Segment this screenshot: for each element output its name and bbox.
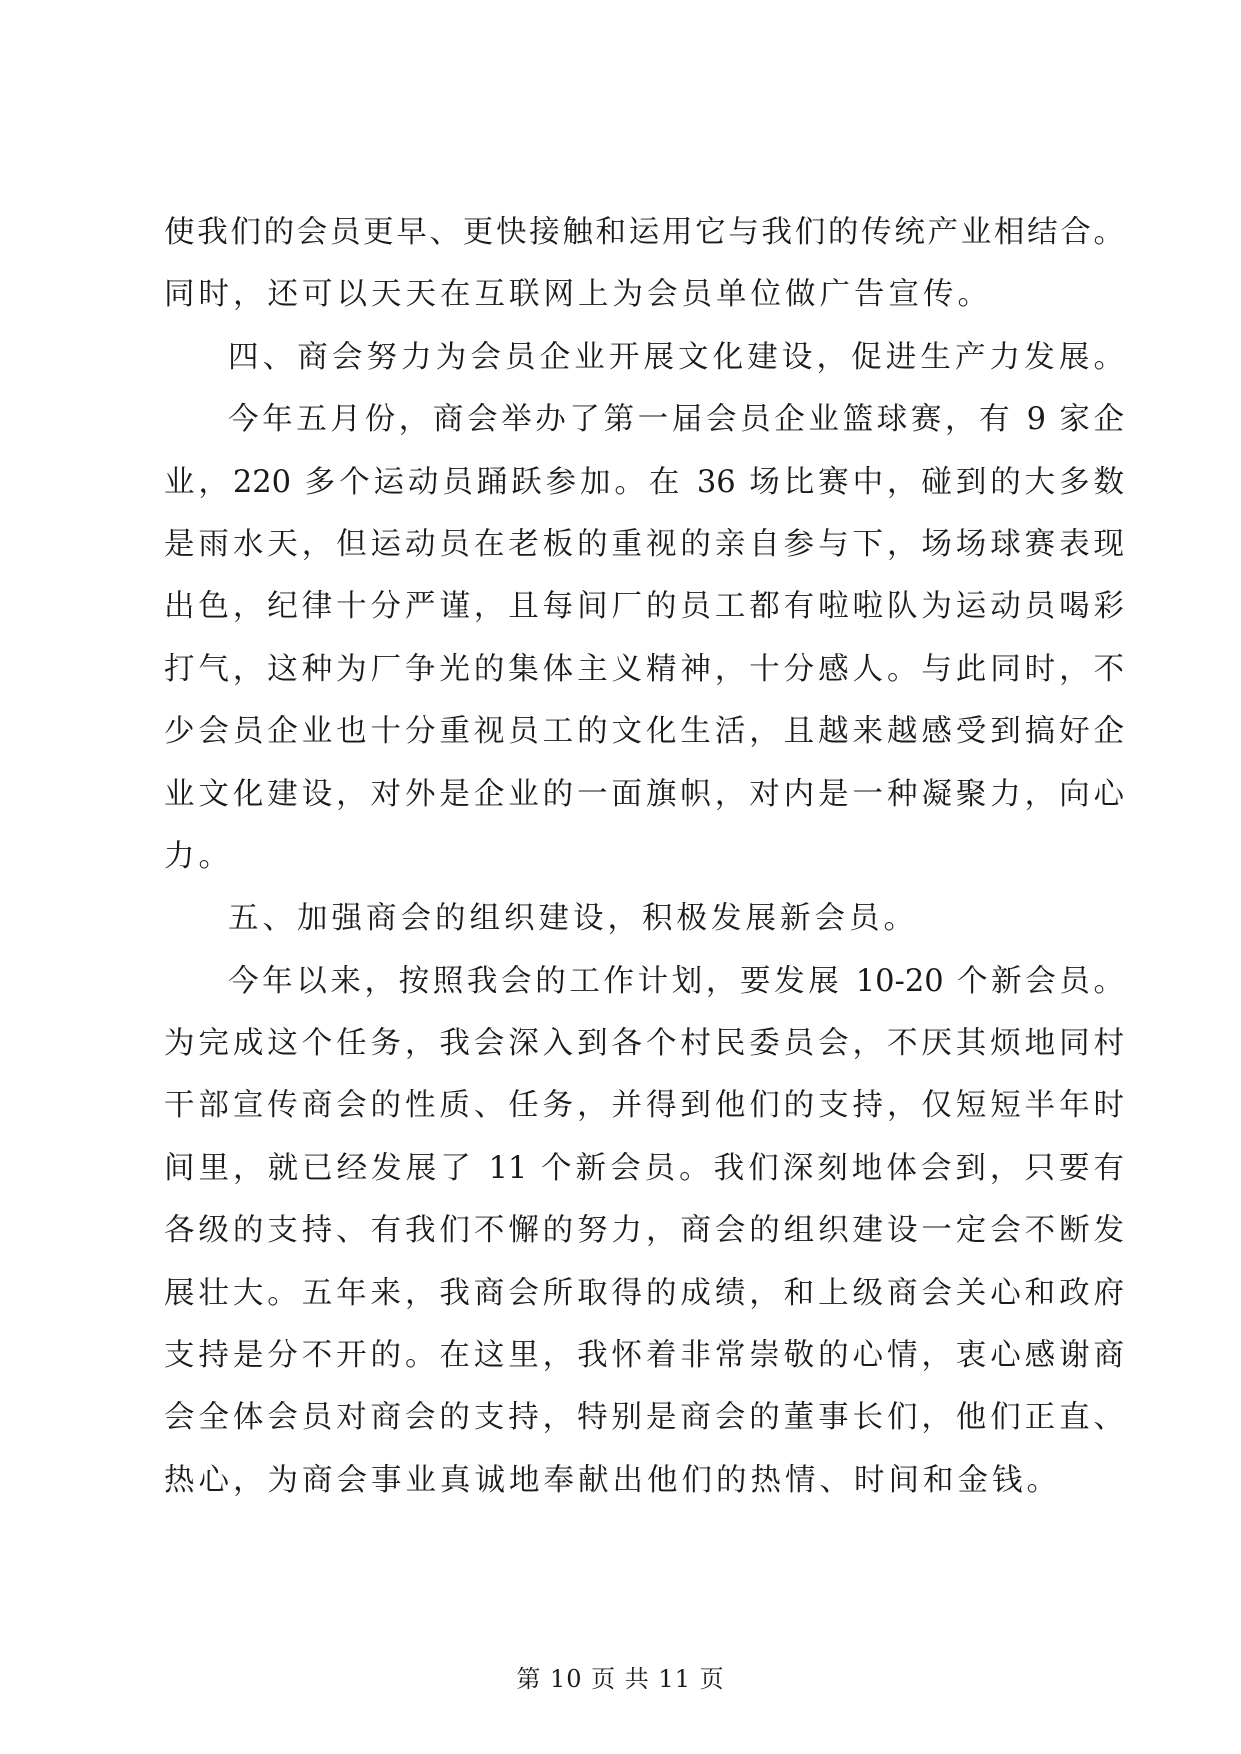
text-line: 出色，纪律十分严谨，且每间厂的员工都有啦啦队为运动员喝彩	[164, 589, 1124, 625]
document-body	[164, 202, 1124, 1512]
text-line: 支持是分不开的。在这里，我怀着非常崇敬的心情，衷心感谢商	[164, 1338, 1124, 1374]
text-line: 是雨水天，但运动员在老板的重视的亲自参与下，场场球赛表现	[164, 526, 1124, 562]
page-footer: 第 10 页 共 11 页	[516, 1665, 725, 1693]
text-line: 为完成这个任务，我会深入到各个村民委员会，不厌其烦地同村	[164, 1026, 1124, 1062]
text-line: 干部宣传商会的性质、任务，并得到他们的支持，仅短短半年时	[164, 1088, 1124, 1124]
text-line: 间里，就已经发展了 11 个新会员。我们深刻地体会到，只要有	[164, 1150, 1124, 1186]
text-line: 使我们的会员更早、更快接触和运用它与我们的传统产业相结合。	[164, 215, 1124, 250]
text-line: 业，220 多个运动员踊跃参加。在 36 场比赛中，碰到的大多数	[164, 464, 1124, 500]
text-line: 热心，为商会事业真诚地奉献出他们的热情、时间和金钱。	[164, 1462, 1061, 1498]
text-line: 业文化建设，对外是企业的一面旗帜，对内是一种凝聚力，向心	[164, 776, 1124, 812]
text-line: 今年五月份，商会举办了第一届会员企业篮球赛，有 9 家企	[228, 402, 1124, 438]
text-line: 各级的支持、有我们不懈的努力，商会的组织建设一定会不断发	[164, 1213, 1124, 1249]
text-line: 力。	[164, 838, 233, 874]
text-line: 打气，这种为厂争光的集体主义精神，十分感人。与此同时，不	[164, 651, 1124, 687]
text-line: 同时，还可以天天在互联网上为会员单位做广告宣传。	[164, 277, 992, 313]
text-line: 少会员企业也十分重视员工的文化生活，且越来越感受到搞好企	[164, 714, 1124, 750]
text-line: 会全体会员对商会的支持，特别是商会的董事长们，他们正直、	[164, 1400, 1124, 1436]
text-line: 五、加强商会的组织建设，积极发展新会员。	[228, 901, 918, 937]
text-line: 展壮大。五年来，我商会所取得的成绩，和上级商会关心和政府	[164, 1275, 1124, 1311]
text-line: 四、商会努力为会员企业开展文化建设，促进生产力发展。	[228, 339, 1124, 375]
text-line: 今年以来，按照我会的工作计划，要发展 10-20 个新会员。	[228, 963, 1124, 999]
